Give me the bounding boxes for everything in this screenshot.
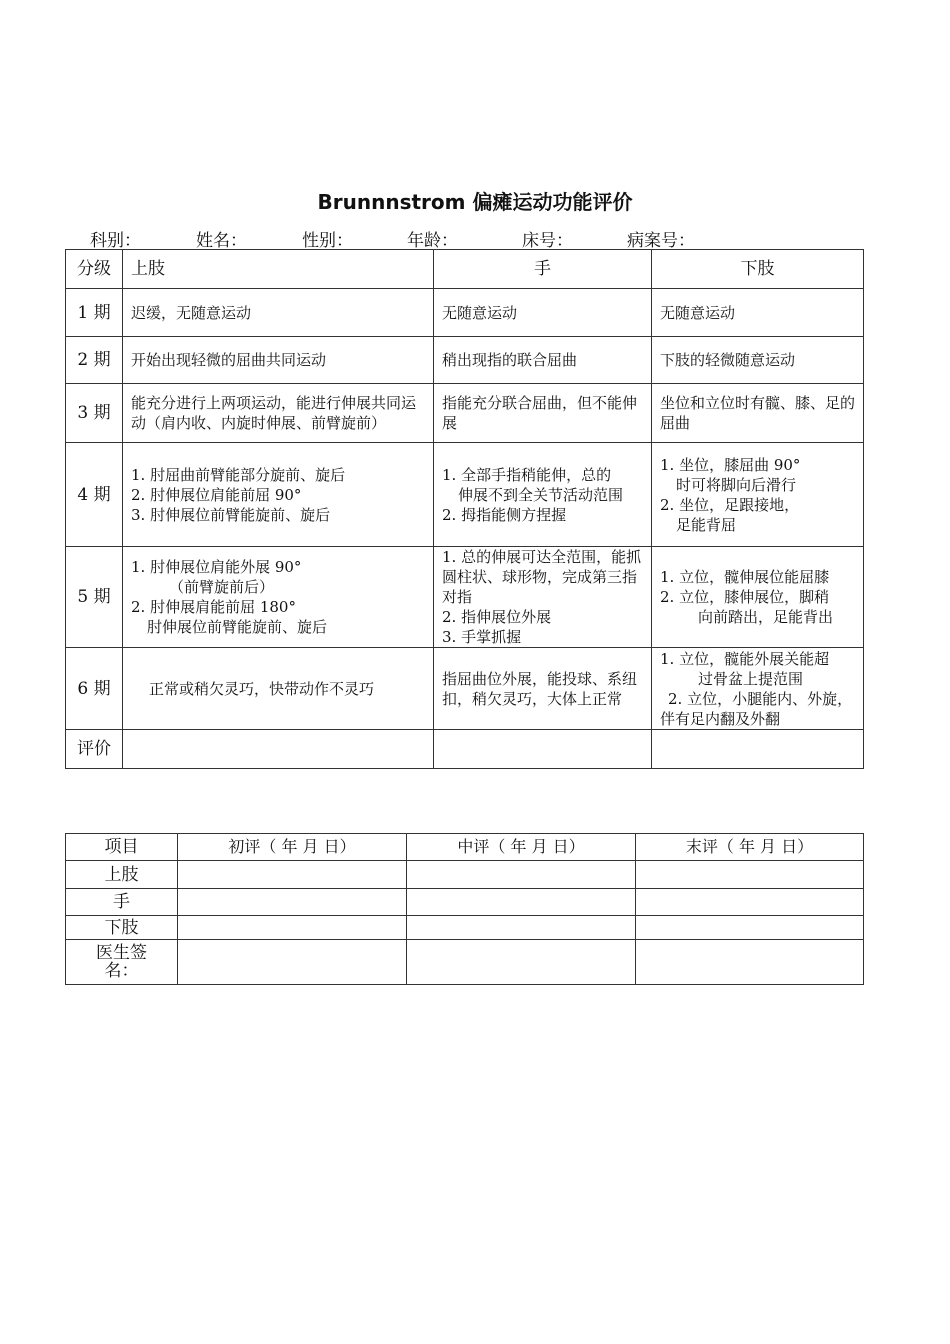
grade-cell: 2 期: [66, 337, 123, 384]
lower-limb-cell: [652, 648, 864, 730]
hand-cell: 指能充分联合屈曲，但不能伸展: [434, 384, 652, 443]
age-label: 年龄：: [407, 231, 458, 251]
lower-limb-cell: 无随意运动: [652, 289, 864, 337]
table-row: [66, 648, 864, 730]
eval-cell[interactable]: [407, 916, 636, 940]
hand-cell: 稍出现指的联合屈曲: [434, 337, 652, 384]
upper-limb-cell: [123, 547, 434, 648]
eval-cell[interactable]: [178, 889, 407, 916]
lower-limb-cell: 下肢的轻微随意运动: [652, 337, 864, 384]
upper-limb-cell: 迟缓，无随意运动: [123, 289, 434, 337]
list-item: 1. 总的伸展可达全范围，能抓圆柱状、球形物，完成第三指对指: [442, 548, 642, 606]
grade-cell: 评价: [66, 730, 123, 769]
table-row: [66, 443, 864, 547]
list-item: 2. 指伸展位外展: [442, 608, 552, 626]
header-grade: 分级: [66, 250, 123, 289]
name-label: 姓名：: [196, 231, 247, 251]
header-item: 项目: [66, 834, 178, 861]
list-item-continuation: 过骨盆上提范围: [698, 669, 804, 688]
hand-cell: [434, 547, 652, 648]
upper-limb-cell: 开始出现轻微的屈曲共同运动: [123, 337, 434, 384]
list-item: 1. 坐位，膝屈曲 90°: [660, 455, 801, 474]
signature-cell[interactable]: [178, 940, 407, 985]
list-item: 3. 肘伸展位前臂能旋前、旋后: [131, 505, 331, 524]
hand-cell[interactable]: [434, 730, 652, 769]
evaluation-table: [65, 833, 864, 985]
eval-cell[interactable]: [636, 916, 864, 940]
table-row: [66, 916, 864, 940]
eval-cell[interactable]: [178, 861, 407, 889]
signature-cell[interactable]: [636, 940, 864, 985]
list-item-continuation: 足能背屈: [676, 515, 737, 534]
upper-limb-cell: 能充分进行上两项运动，能进行伸展共同运动（肩内收、内旋时伸展、前臂旋前）: [123, 384, 434, 443]
eval-cell[interactable]: [636, 861, 864, 889]
grade-cell: 5 期: [66, 547, 123, 648]
list-item: 2. 立位，小腿能内、外旋，伴有足内翻及外翻: [660, 689, 853, 728]
table-header-row: [66, 834, 864, 861]
table-row: [66, 384, 864, 443]
table-row: [66, 889, 864, 916]
list-item: 1. 立位，髋能外展关能超: [660, 649, 830, 668]
table-header-row: [66, 250, 864, 289]
dept-label: 科别：: [90, 231, 141, 251]
list-item-continuation: 向前踏出，足能背出: [698, 608, 834, 626]
brunnstrom-table: [65, 249, 864, 769]
sex-label: 性别：: [302, 231, 353, 251]
list-item: 2. 肘伸展位肩能前屈 90°: [131, 485, 302, 504]
row-label-upper-limb: 上肢: [66, 861, 178, 889]
signature-cell[interactable]: [407, 940, 636, 985]
list-item-continuation: 时可将脚向后滑行: [676, 475, 797, 494]
hand-cell: 指屈曲位外展，能投球、系纽扣，稍欠灵巧，大体上正常: [434, 648, 652, 730]
case-number-label: 病案号：: [627, 231, 695, 251]
header-final-eval: 末评（ 年 月 日）: [636, 834, 864, 861]
row-label-hand: 手: [66, 889, 178, 916]
list-item: 2. 立位，膝伸展位，脚稍: [660, 588, 830, 606]
grade-cell: 3 期: [66, 384, 123, 443]
bed-label: 床号：: [522, 231, 573, 251]
upper-limb-cell: [123, 443, 434, 547]
upper-limb-cell[interactable]: [123, 730, 434, 769]
grade-cell: 1 期: [66, 289, 123, 337]
eval-cell[interactable]: [178, 916, 407, 940]
list-item: 1. 肘屈曲前臂能部分旋前、旋后: [131, 465, 346, 484]
table-row: [66, 289, 864, 337]
header-lower-limb: 下肢: [652, 250, 864, 289]
table-row: [66, 337, 864, 384]
table-row: [66, 547, 864, 648]
list-item: 2. 肘伸展肩能前屈 180°: [131, 598, 296, 616]
lower-limb-cell: [652, 443, 864, 547]
hand-cell: 无随意运动: [434, 289, 652, 337]
eval-cell[interactable]: [407, 861, 636, 889]
page-title: Brunnnstrom 偏瘫运动功能评价: [317, 190, 633, 214]
list-item: 1. 肘伸展位肩能外展 90°: [131, 558, 302, 576]
eval-cell[interactable]: [636, 889, 864, 916]
header-mid-eval: 中评（ 年 月 日）: [407, 834, 636, 861]
list-item-continuation: （前臂旋前后）: [169, 578, 275, 596]
upper-limb-cell: 正常或稍欠灵巧，快带动作不灵巧: [123, 648, 434, 730]
list-item: 1. 全部手指稍能伸，总的: [442, 465, 612, 484]
lower-limb-cell[interactable]: [652, 730, 864, 769]
list-item-continuation: 伸展不到全关节活动范围: [458, 485, 624, 504]
grade-cell: 4 期: [66, 443, 123, 547]
patient-info-line: [0, 226, 950, 250]
row-label-doctor-signature: 医生签名：: [66, 940, 178, 985]
table-row-evaluation: [66, 730, 864, 769]
row-label-lower-limb: 下肢: [66, 916, 178, 940]
list-item: 1. 立位，髋伸展位能屈膝: [660, 568, 830, 586]
header-hand: 手: [434, 250, 652, 289]
table-row: [66, 940, 864, 985]
table-row: [66, 861, 864, 889]
lower-limb-cell: 坐位和立位时有髋、膝、足的屈曲: [652, 384, 864, 443]
header-upper-limb: 上肢: [123, 250, 434, 289]
list-item: 2. 坐位，足跟接地，: [660, 495, 800, 514]
eval-cell[interactable]: [407, 889, 636, 916]
lower-limb-cell: [652, 547, 864, 648]
hand-cell: [434, 443, 652, 547]
grade-cell: 6 期: [66, 648, 123, 730]
header-initial-eval: 初评（ 年 月 日）: [178, 834, 407, 861]
list-item: 2. 拇指能侧方捏握: [442, 505, 567, 524]
list-item-continuation: 肘伸展位前臂能旋前、旋后: [147, 618, 328, 636]
list-item: 3. 手掌抓握: [442, 628, 522, 646]
